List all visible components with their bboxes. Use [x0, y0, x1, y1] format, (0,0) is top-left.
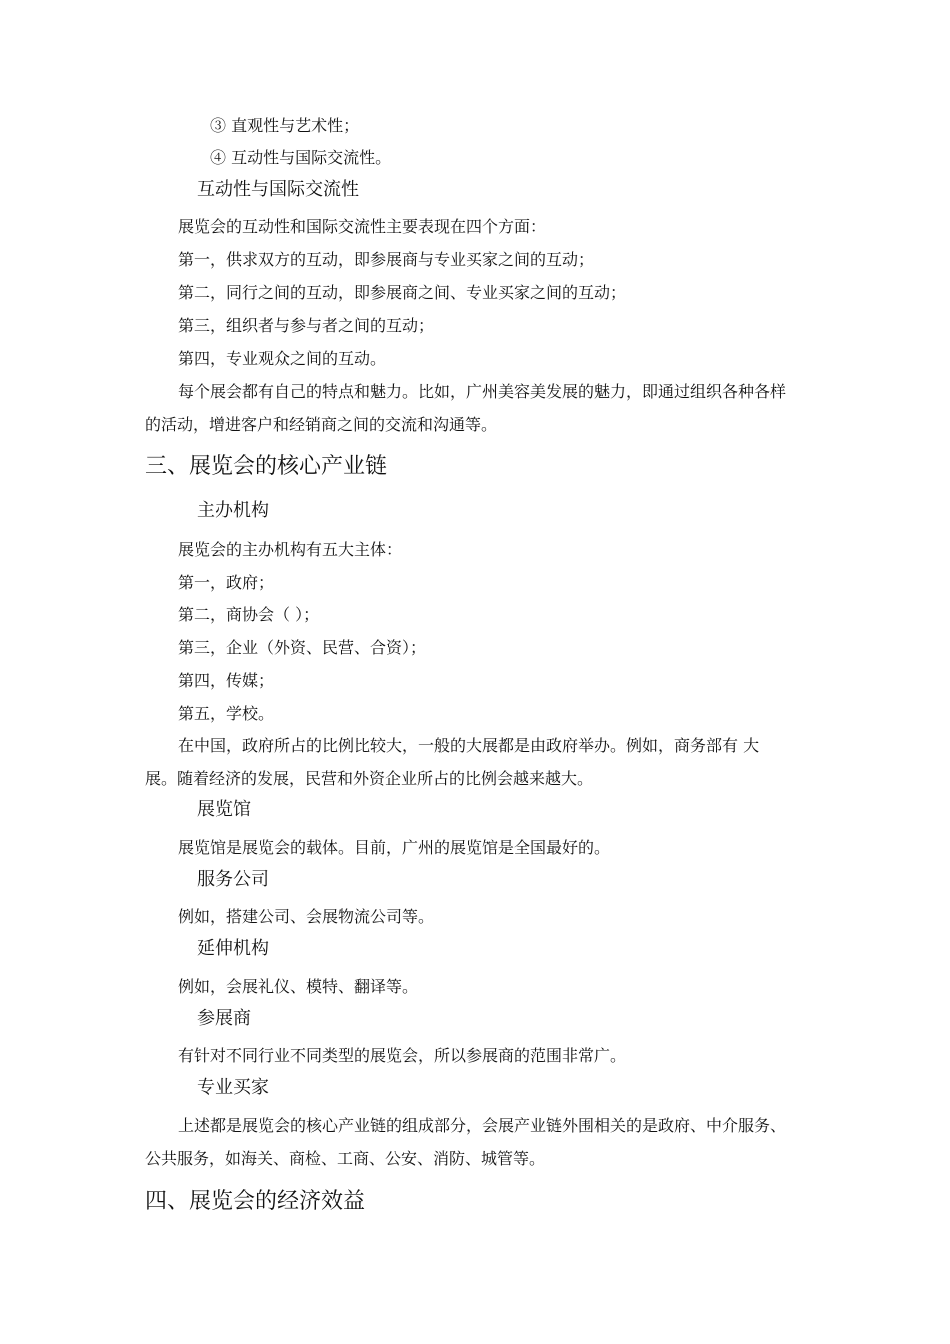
- paragraph-line: 第四，专业观众之间的互动。: [178, 349, 387, 368]
- subheading-exhibition-hall: 展览馆: [197, 799, 251, 820]
- list-item-3: ③ 直观性与艺术性；: [210, 116, 360, 135]
- paragraph-line: 上述都是展览会的核心产业链的组成部分，会展产业链外围相关的是政府、中介服务、: [178, 1116, 787, 1135]
- paragraph-line: 展。随着经济的发展，民营和外资企业所占的比例会越来越大。: [145, 769, 594, 788]
- subheading-professional-buyers: 专业买家: [197, 1077, 269, 1098]
- section-heading-4: 四、展览会的经济效益: [145, 1189, 366, 1214]
- paragraph-line: 例如，搭建公司、会展物流公司等。: [178, 907, 435, 926]
- paragraph-line: 第四，传媒；: [178, 671, 275, 690]
- paragraph-line: 第二，商协会（ ）；: [178, 605, 320, 624]
- paragraph-line: 第二，同行之间的互动，即参展商之间、专业买家之间的互动；: [178, 283, 627, 302]
- paragraph-line: 第五，学校。: [178, 704, 275, 723]
- subheading-interactivity: 互动性与国际交流性: [197, 179, 359, 200]
- paragraph-line: 第三，企业（外资、民营、合资）；: [178, 638, 427, 657]
- subheading-service-companies: 服务公司: [197, 869, 269, 890]
- paragraph-line: 展览会的主办机构有五大主体：: [178, 540, 403, 559]
- paragraph-line: 展览馆是展览会的载体。目前，广州的展览馆是全国最好的。: [178, 838, 611, 857]
- subheading-organizers: 主办机构: [197, 500, 269, 521]
- paragraph-line: 在中国，政府所占的比例比较大，一般的大展都是由政府举办。例如，商务部有 大: [178, 736, 760, 755]
- paragraph-line: 有针对不同行业不同类型的展览会，所以参展商的范围非常广。: [178, 1046, 627, 1065]
- subheading-exhibitors: 参展商: [197, 1008, 251, 1029]
- paragraph-line: 的活动，增进客户和经销商之间的交流和沟通等。: [145, 415, 498, 434]
- subheading-extended-agencies: 延伸机构: [197, 938, 269, 959]
- paragraph-line: 第一，供求双方的互动，即参展商与专业买家之间的互动；: [178, 250, 595, 269]
- paragraph-line: 例如，会展礼仪、模特、翻译等。: [178, 977, 419, 996]
- section-heading-3: 三、展览会的核心产业链: [145, 454, 388, 479]
- paragraph-line: 展览会的互动性和国际交流性主要表现在四个方面：: [178, 217, 547, 236]
- paragraph-line: 公共服务，如海关、商检、工商、公安、消防、城管等。: [145, 1149, 546, 1168]
- paragraph-line: 第三，组织者与参与者之间的互动；: [178, 316, 435, 335]
- paragraph-line: 每个展会都有自己的特点和魅力。比如，广州美容美发展的魅力，即通过组织各种各样: [178, 382, 787, 401]
- paragraph-line: 第一，政府；: [178, 573, 275, 592]
- list-item-4: ④ 互动性与国际交流性。: [210, 148, 392, 167]
